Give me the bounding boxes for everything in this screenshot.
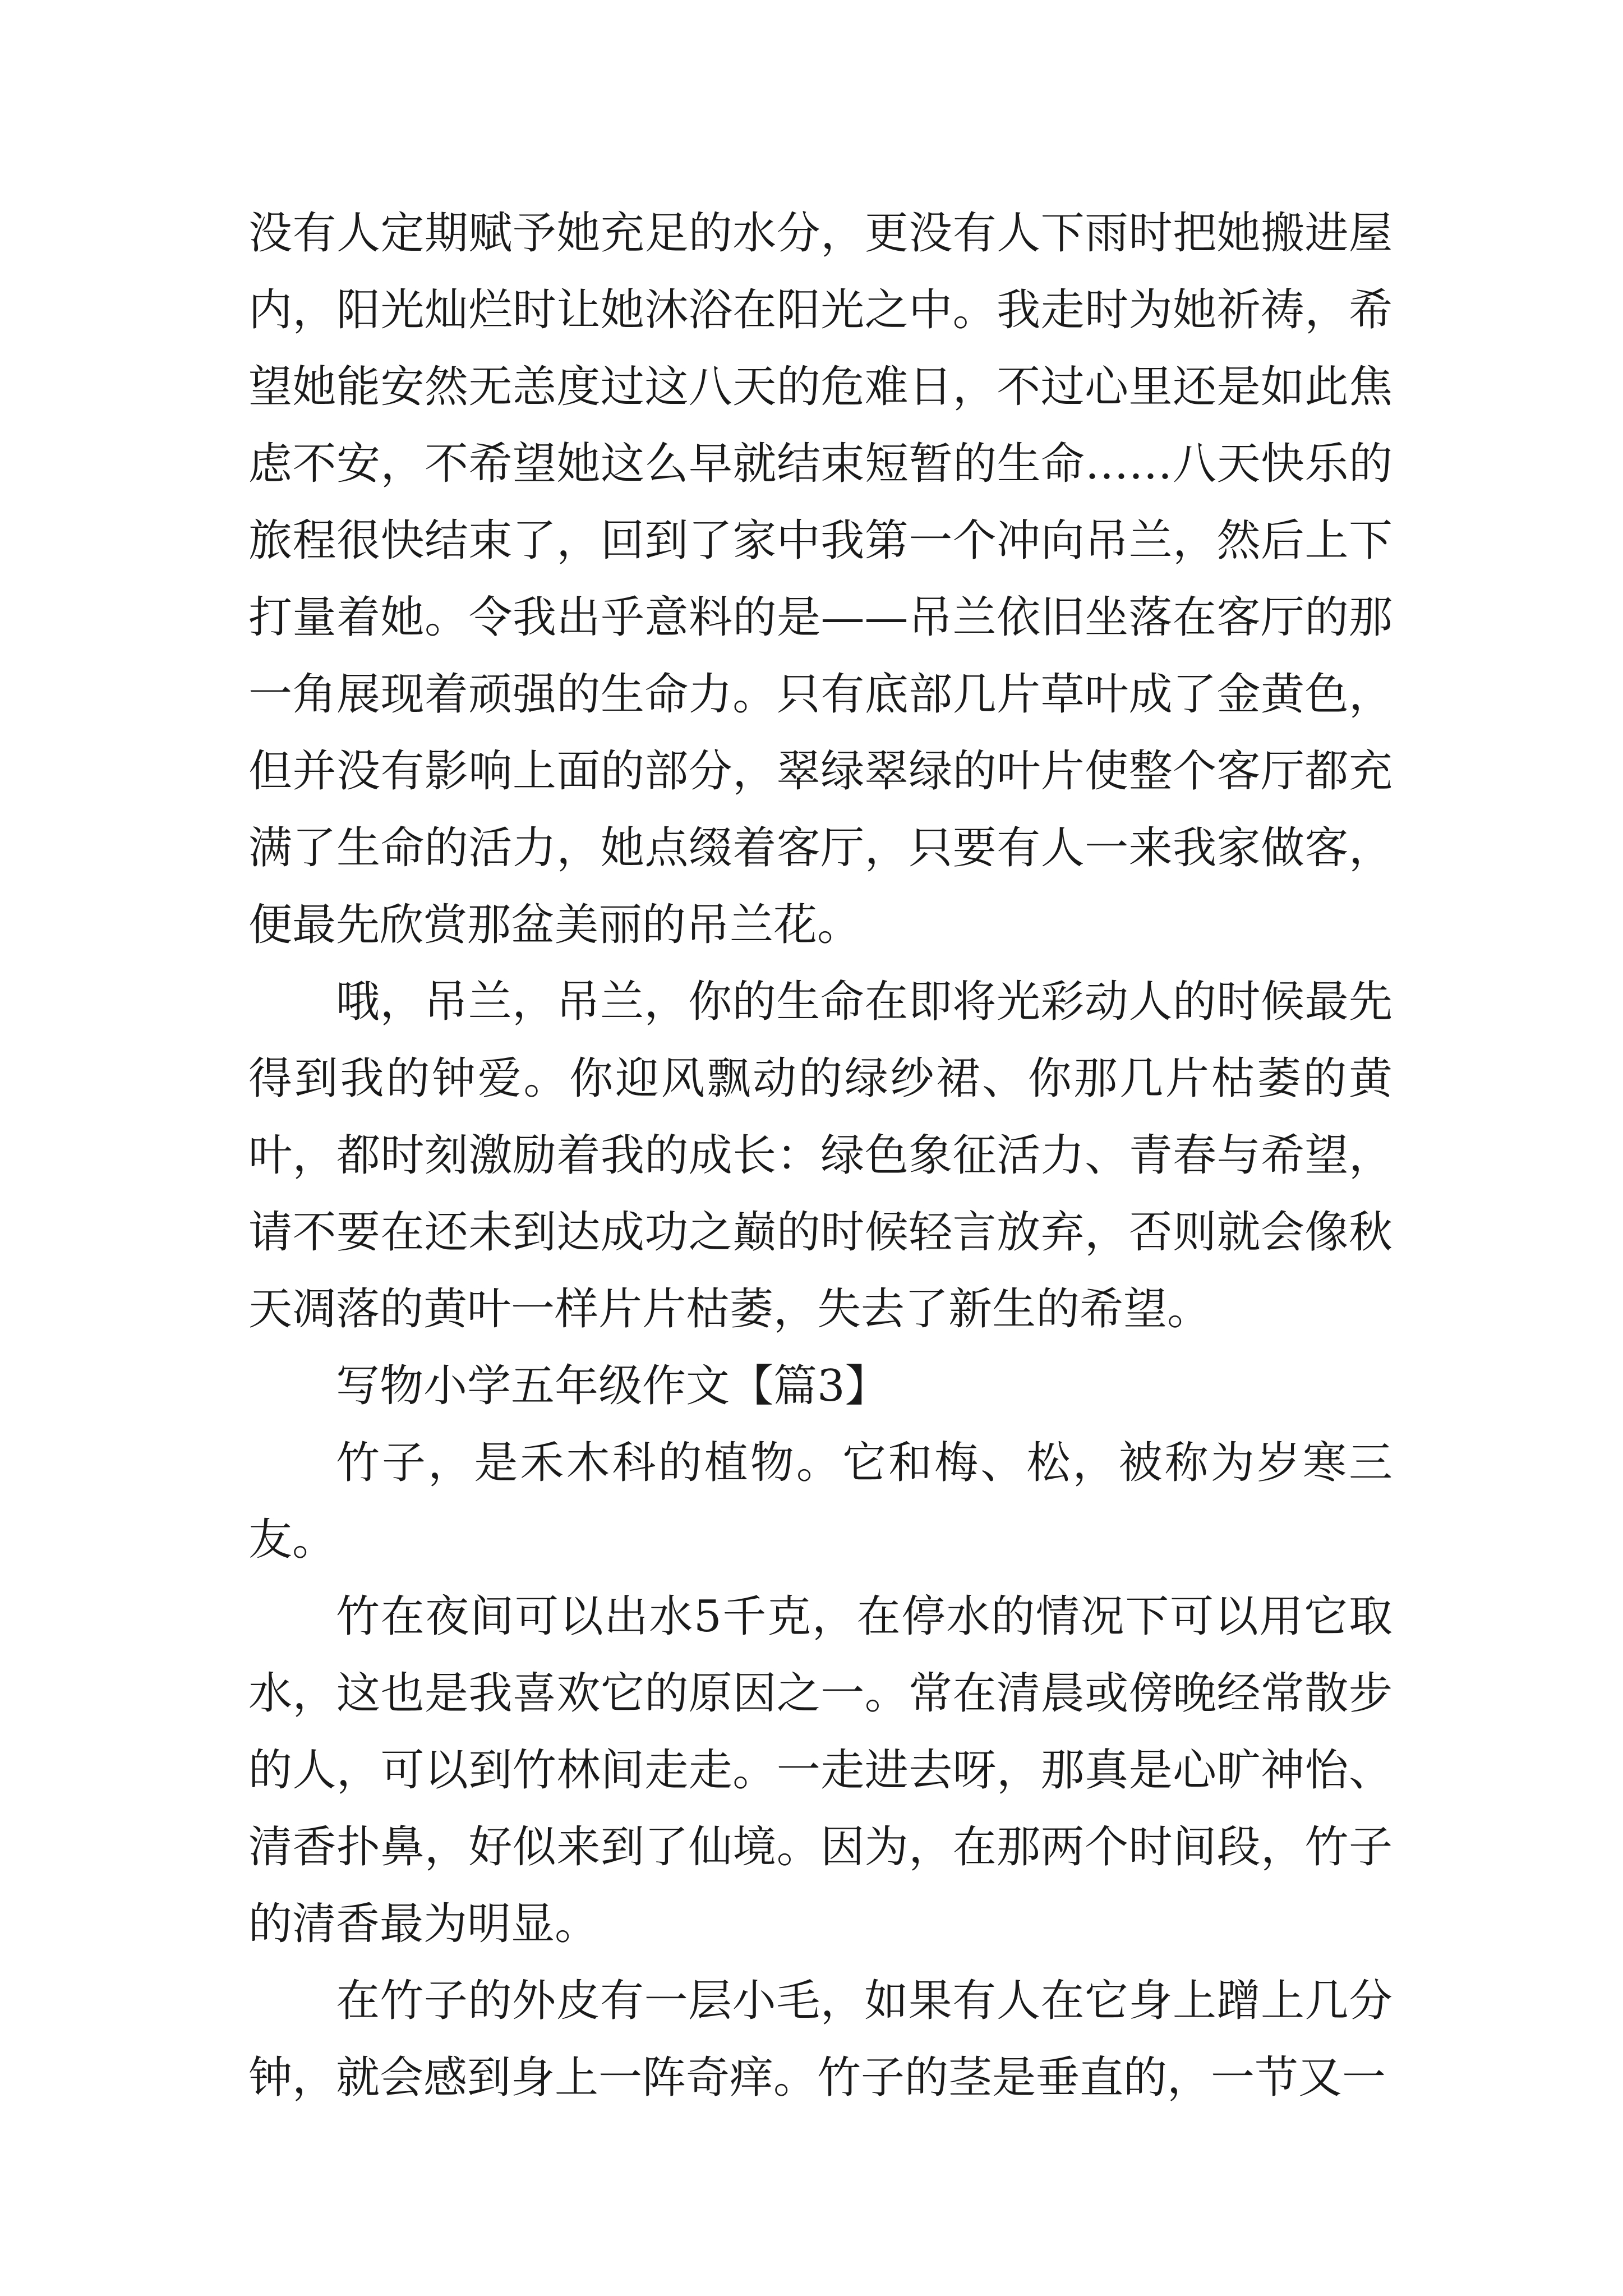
body-text [248, 195, 1393, 2116]
section-heading: 写物小学五年级作文【篇3】 [336, 1361, 889, 1411]
paragraph-bamboo-skin: 在竹子的外皮有一层小毛，如果有人在它身上蹭上几分钟，就会感到身上一阵奇痒。竹子的茎是垂直的，一节又一 [248, 1976, 1393, 2103]
paragraph-ode: 哦，吊兰，吊兰，你的生命在即将光彩动人的时候最先得到我的钟爱。你迎风飘动的绿纱裙、你那几片枯萎的黄叶，都时刻激励着我的成长：绿色象征活力、青春与希望，请不要在还未到达成功之巅的时候轻言放弃，否则就会像秋天凋落的黄叶一样片片枯萎，失去了新生的希望。 [248, 977, 1393, 1335]
paragraph-bamboo-water: 竹在夜间可以出水5千克，在停水的情况下可以用它取水，这也是我喜欢它的原因之一。常在清晨或傍晚经常散步的人，可以到竹林间走走。一走进去呀，那真是心旷神怡、清香扑鼻，好似来到了仙境。因为，在那两个时间段，竹子的清香最为明显。 [248, 1591, 1393, 1949]
paragraph-continuation: 没有人定期赋予她充足的水分，更没有人下雨时把她搬进屋内，阳光灿烂时让她沐浴在阳光之中。我走时为她祈祷，希望她能安然无恙度过这八天的危难日，不过心里还是如此焦虑不安，不希望她这么早就结束短暂的生命……八天快乐的旅程很快结束了，回到了家中我第一个冲向吊兰，然后上下打量着她。令我出乎意料的是——吊兰依旧坐落在客厅的那一角展现着顽强的生命力。只有底部几片草叶成了金黄色，但并没有影响上面的部分，翠绿翠绿的叶片使整个客厅都充满了生命的活力，她点缀着客厅，只要有人一来我家做客，便最先欣赏那盆美丽的吊兰花。 [248, 208, 1393, 950]
paragraph-bamboo-intro: 竹子，是禾木科的植物。它和梅、松，被称为岁寒三友。 [248, 1438, 1393, 1565]
